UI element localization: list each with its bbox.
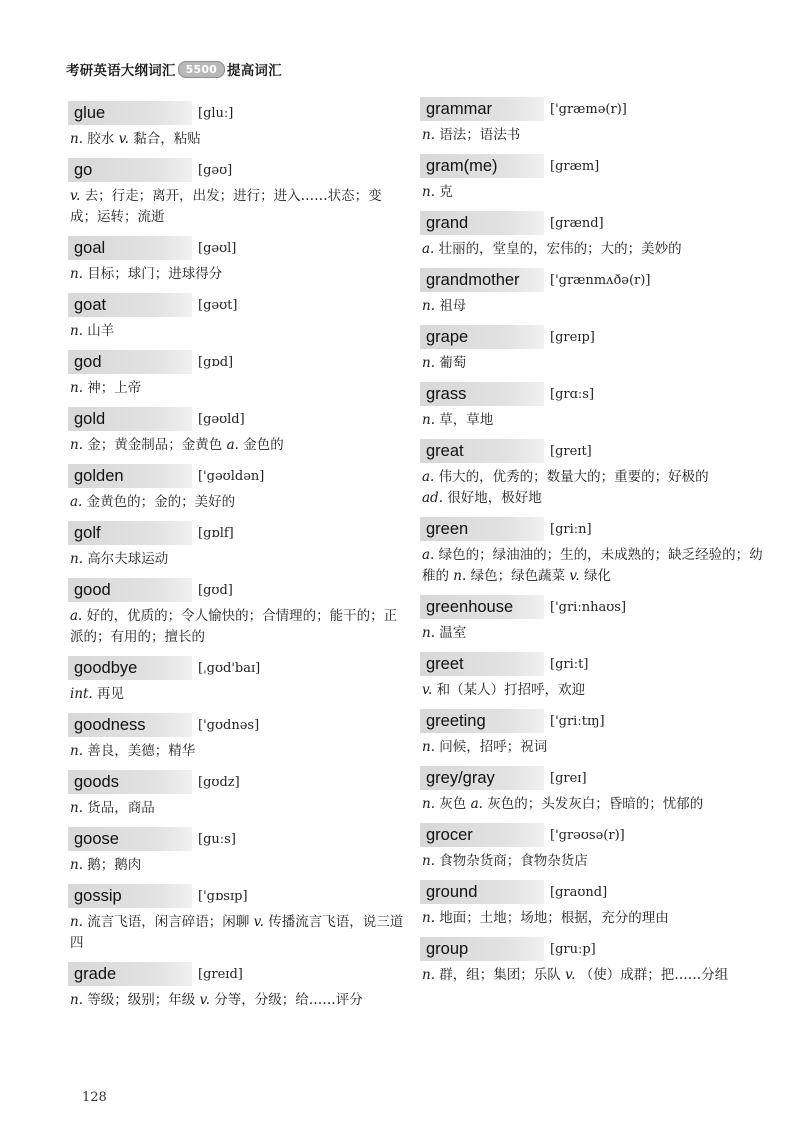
vocab-entry (68, 406, 408, 456)
entry-headword-row (68, 157, 408, 183)
vocab-entry (420, 267, 765, 317)
vocab-entry (420, 153, 765, 203)
vocab-entry (68, 655, 408, 705)
headword: goodness (68, 713, 192, 737)
entry-headword-row (420, 651, 765, 677)
phonetic: [grænd] (550, 215, 604, 231)
phonetic: [ˌgʊd'baɪ] (198, 660, 261, 676)
right-column (420, 96, 765, 993)
part-of-speech: n. (70, 857, 83, 873)
entry-headword-row (420, 822, 765, 848)
entry-headword-row (420, 708, 765, 734)
phonetic: [greɪ] (550, 770, 587, 786)
entry-headword-row (68, 826, 408, 852)
definition (420, 851, 765, 872)
part-of-speech: n. (70, 551, 83, 567)
phonetic: [gluː] (198, 105, 234, 121)
part-of-speech: n. (70, 131, 83, 147)
definition (420, 680, 765, 701)
entry-headword-row (420, 879, 765, 905)
headword: grandmother (420, 268, 544, 292)
definition-text: 鹅；鹅肉 (83, 857, 142, 873)
header-title-prefix: 考研英语大纲词汇 (66, 63, 176, 79)
definition-text: 等级；级别；年级 (83, 992, 196, 1008)
headword: green (420, 517, 544, 541)
phonetic: [guːs] (198, 831, 236, 847)
definition (420, 125, 765, 146)
entry-headword-row (420, 765, 765, 791)
part-of-speech: a. (422, 241, 435, 257)
definition-text: 地面；土地；场地；根据，充分的理由 (435, 910, 669, 926)
headword: gram(me) (420, 154, 544, 178)
definition (68, 186, 408, 228)
definition (68, 855, 408, 876)
definition-text: 分等，分级；给……评分 (209, 992, 363, 1008)
entry-headword-row (420, 267, 765, 293)
phonetic: ['gɒsɪp] (198, 888, 248, 904)
vocab-entry (68, 100, 408, 150)
vocab-entry (420, 210, 765, 260)
part-of-speech: n. (70, 914, 83, 930)
part-of-speech: v. (118, 131, 129, 147)
vocab-entry (420, 651, 765, 701)
phonetic: [gəʊl] (198, 240, 237, 256)
headword: goods (68, 770, 192, 794)
headword: grade (68, 962, 192, 986)
definition (68, 435, 408, 456)
header-badge: 5500 (178, 61, 225, 78)
headword: grass (420, 382, 544, 406)
definition (420, 182, 765, 203)
definition-text: 高尔夫球运动 (83, 551, 169, 567)
vocab-entry (68, 769, 408, 819)
phonetic: [greɪt] (550, 443, 592, 459)
phonetic: ['gʊdnəs] (198, 717, 260, 733)
entry-headword-row (68, 292, 408, 318)
vocab-entry (420, 594, 765, 644)
definition-text: 绿色的；绿油油的；生的，未成熟的；缺乏经验的；幼稚的 (422, 547, 763, 584)
headword: greeting (420, 709, 544, 733)
definition-text: 山羊 (83, 323, 115, 339)
entry-headword-row (420, 210, 765, 236)
definition-text: 温室 (435, 625, 467, 641)
part-of-speech: a. (226, 437, 239, 453)
part-of-speech: v. (569, 568, 580, 584)
definition-text: 食物杂货商；食物杂货店 (435, 853, 588, 869)
part-of-speech: ad. (422, 490, 443, 506)
part-of-speech: n. (70, 266, 83, 282)
headword: grey/gray (420, 766, 544, 790)
definition-text: 目标；球门；进球得分 (83, 266, 223, 282)
headword: god (68, 350, 192, 374)
definition (68, 798, 408, 819)
phonetic: ['griːtɪŋ] (550, 713, 605, 729)
entry-headword-row (68, 769, 408, 795)
vocab-entry (68, 520, 408, 570)
running-header (66, 58, 282, 80)
vocab-entry (420, 765, 765, 815)
definition (420, 467, 765, 509)
definition (420, 545, 765, 587)
part-of-speech: v. (565, 967, 576, 983)
definition-text: 克 (435, 184, 453, 200)
vocab-entry (68, 712, 408, 762)
vocab-entry (420, 516, 765, 587)
page-number: 128 (82, 1090, 107, 1105)
phonetic: [græm] (550, 158, 600, 174)
phonetic: [gəʊld] (198, 411, 245, 427)
part-of-speech: n. (70, 743, 83, 759)
definition (420, 794, 765, 815)
part-of-speech: v. (422, 682, 433, 698)
vocab-entry (68, 826, 408, 876)
phonetic: [greɪd] (198, 966, 243, 982)
phonetic: [griːt] (550, 656, 589, 672)
vocab-entry (420, 708, 765, 758)
vocab-entry (68, 577, 408, 648)
phonetic: ['gəʊldən] (198, 468, 265, 484)
definition (68, 129, 408, 150)
definition-text: 草，草地 (435, 412, 494, 428)
part-of-speech: n. (422, 853, 435, 869)
vocab-entry (68, 292, 408, 342)
definition-text: 金色的 (238, 437, 284, 453)
definition (68, 741, 408, 762)
definition-text: 伟大的，优秀的；数量大的；重要的；好极的 (434, 469, 709, 485)
vocab-entry (68, 157, 408, 228)
entry-headword-row (420, 516, 765, 542)
part-of-speech: v. (70, 188, 81, 204)
part-of-speech: n. (70, 800, 83, 816)
phonetic: [gɒd] (198, 354, 234, 370)
definition (420, 239, 765, 260)
definition (420, 353, 765, 374)
definition (68, 549, 408, 570)
definition (68, 684, 408, 705)
vocab-entry (68, 883, 408, 954)
phonetic: [gəʊ] (198, 162, 233, 178)
definition-text: 货品，商品 (83, 800, 155, 816)
part-of-speech: n. (70, 992, 83, 1008)
phonetic: [gəʊt] (198, 297, 238, 313)
phonetic: [graʊnd] (550, 884, 608, 900)
definition-text: 胶水 (83, 131, 115, 147)
definition-text: 传播流言飞语，说三道四 (70, 914, 404, 951)
phonetic: ['griːnhaʊs] (550, 599, 627, 615)
part-of-speech: v. (199, 992, 210, 1008)
definition-text: 绿色；绿色蔬菜 (466, 568, 566, 584)
definition (68, 990, 408, 1011)
definition-text: 黏合，粘贴 (128, 131, 201, 147)
entry-headword-row (68, 883, 408, 909)
part-of-speech: n. (422, 184, 435, 200)
entry-headword-row (420, 438, 765, 464)
definition-text: 祖母 (435, 298, 467, 314)
definition-text: 去；行走；离开，出发；进行；进入……状态；变成；运转；流逝 (70, 188, 382, 225)
headword: golf (68, 521, 192, 545)
headword: goal (68, 236, 192, 260)
definition-text: （使）成群；把……分组 (575, 967, 729, 983)
definition-text: 群，组；集团；乐队 (435, 967, 561, 983)
vocab-entry (68, 349, 408, 399)
phonetic: [grɑːs] (550, 386, 595, 402)
definition (68, 264, 408, 285)
phonetic: [gʊdz] (198, 774, 240, 790)
definition-text: 壮丽的，堂皇的，宏伟的；大的；美妙的 (434, 241, 682, 257)
vocab-entry (420, 324, 765, 374)
definition-text: 金；黄金制品；金黄色 (83, 437, 223, 453)
phonetic: ['grəʊsə(r)] (550, 827, 625, 843)
phonetic: [greɪp] (550, 329, 595, 345)
header-title-suffix: 提高词汇 (227, 63, 282, 79)
definition (68, 912, 408, 954)
definition-text: 问候，招呼；祝词 (435, 739, 548, 755)
headword: great (420, 439, 544, 463)
part-of-speech: n. (422, 796, 435, 812)
phonetic: [gʊd] (198, 582, 233, 598)
definition (420, 623, 765, 644)
part-of-speech: n. (453, 568, 467, 584)
part-of-speech: n. (422, 127, 435, 143)
definition-text: 再见 (92, 686, 125, 702)
entry-headword-row (68, 406, 408, 432)
definition-text: 流言飞语，闲言碎语；闲聊 (83, 914, 250, 930)
vocab-entry (420, 822, 765, 872)
phonetic: [gɒlf] (198, 525, 234, 541)
definition-text: 善良，美德；精华 (83, 743, 196, 759)
part-of-speech: n. (422, 412, 435, 428)
headword: grand (420, 211, 544, 235)
headword: goat (68, 293, 192, 317)
part-of-speech: int. (70, 686, 93, 702)
entry-headword-row (420, 153, 765, 179)
headword: grammar (420, 97, 544, 121)
headword: ground (420, 880, 544, 904)
definition-text: 语法；语法书 (435, 127, 521, 143)
headword: goose (68, 827, 192, 851)
definition (68, 492, 408, 513)
definition (420, 737, 765, 758)
definition (68, 606, 408, 648)
phonetic: [griːn] (550, 521, 592, 537)
vocab-entry (68, 235, 408, 285)
definition (420, 410, 765, 431)
definition-text: 绿化 (579, 568, 612, 584)
vocab-entry (420, 879, 765, 929)
vocab-entry (420, 438, 765, 509)
definition-text: 好的，优质的；令人愉快的；合情理的；能干的；正派的；有用的；擅长的 (70, 608, 398, 645)
entry-headword-row (68, 463, 408, 489)
headword: goodbye (68, 656, 192, 680)
vocab-entry (68, 961, 408, 1011)
part-of-speech: n. (422, 355, 435, 371)
part-of-speech: n. (70, 437, 83, 453)
definition (68, 321, 408, 342)
entry-headword-row (68, 100, 408, 126)
definition (420, 965, 765, 986)
definition-text: 金黄色的；金的；美好的 (82, 494, 236, 510)
definition-text: 很好地，极好地 (442, 490, 542, 506)
vocab-entry (420, 936, 765, 986)
entry-headword-row (68, 655, 408, 681)
headword: gold (68, 407, 192, 431)
vocab-entry (420, 96, 765, 146)
phonetic: [gruːp] (550, 941, 596, 957)
headword: grape (420, 325, 544, 349)
entry-headword-row (68, 349, 408, 375)
part-of-speech: a. (70, 494, 83, 510)
part-of-speech: a. (70, 608, 83, 624)
headword: golden (68, 464, 192, 488)
definition-text: 神；上帝 (83, 380, 142, 396)
part-of-speech: a. (422, 547, 435, 563)
headword: grocer (420, 823, 544, 847)
phonetic: ['græmə(r)] (550, 101, 627, 117)
definition-text: 和（某人）打招呼，欢迎 (432, 682, 586, 698)
part-of-speech: n. (70, 380, 83, 396)
entry-headword-row (420, 324, 765, 350)
entry-headword-row (68, 577, 408, 603)
definition (68, 378, 408, 399)
part-of-speech: v. (253, 914, 264, 930)
left-column (68, 100, 408, 1018)
headword: glue (68, 101, 192, 125)
headword: gossip (68, 884, 192, 908)
part-of-speech: n. (422, 910, 435, 926)
part-of-speech: n. (422, 298, 435, 314)
headword: go (68, 158, 192, 182)
definition-text: 灰色 (435, 796, 467, 812)
part-of-speech: n. (422, 967, 435, 983)
entry-headword-row (68, 235, 408, 261)
part-of-speech: n. (70, 323, 83, 339)
part-of-speech: a. (470, 796, 483, 812)
headword: greet (420, 652, 544, 676)
vocab-entry (68, 463, 408, 513)
entry-headword-row (420, 936, 765, 962)
headword: good (68, 578, 192, 602)
part-of-speech: a. (422, 469, 435, 485)
entry-headword-row (68, 961, 408, 987)
entry-headword-row (420, 381, 765, 407)
definition-text: 灰色的；头发灰白；昏暗的；忧郁的 (482, 796, 704, 812)
definition (420, 296, 765, 317)
phonetic: ['grænmʌðə(r)] (550, 272, 651, 288)
entry-headword-row (420, 594, 765, 620)
definition (420, 908, 765, 929)
entry-headword-row (68, 520, 408, 546)
definition-text: 葡萄 (435, 355, 467, 371)
entry-headword-row (420, 96, 765, 122)
part-of-speech: n. (422, 625, 435, 641)
headword: greenhouse (420, 595, 544, 619)
entry-headword-row (68, 712, 408, 738)
headword: group (420, 937, 544, 961)
vocab-entry (420, 381, 765, 431)
part-of-speech: n. (422, 739, 435, 755)
